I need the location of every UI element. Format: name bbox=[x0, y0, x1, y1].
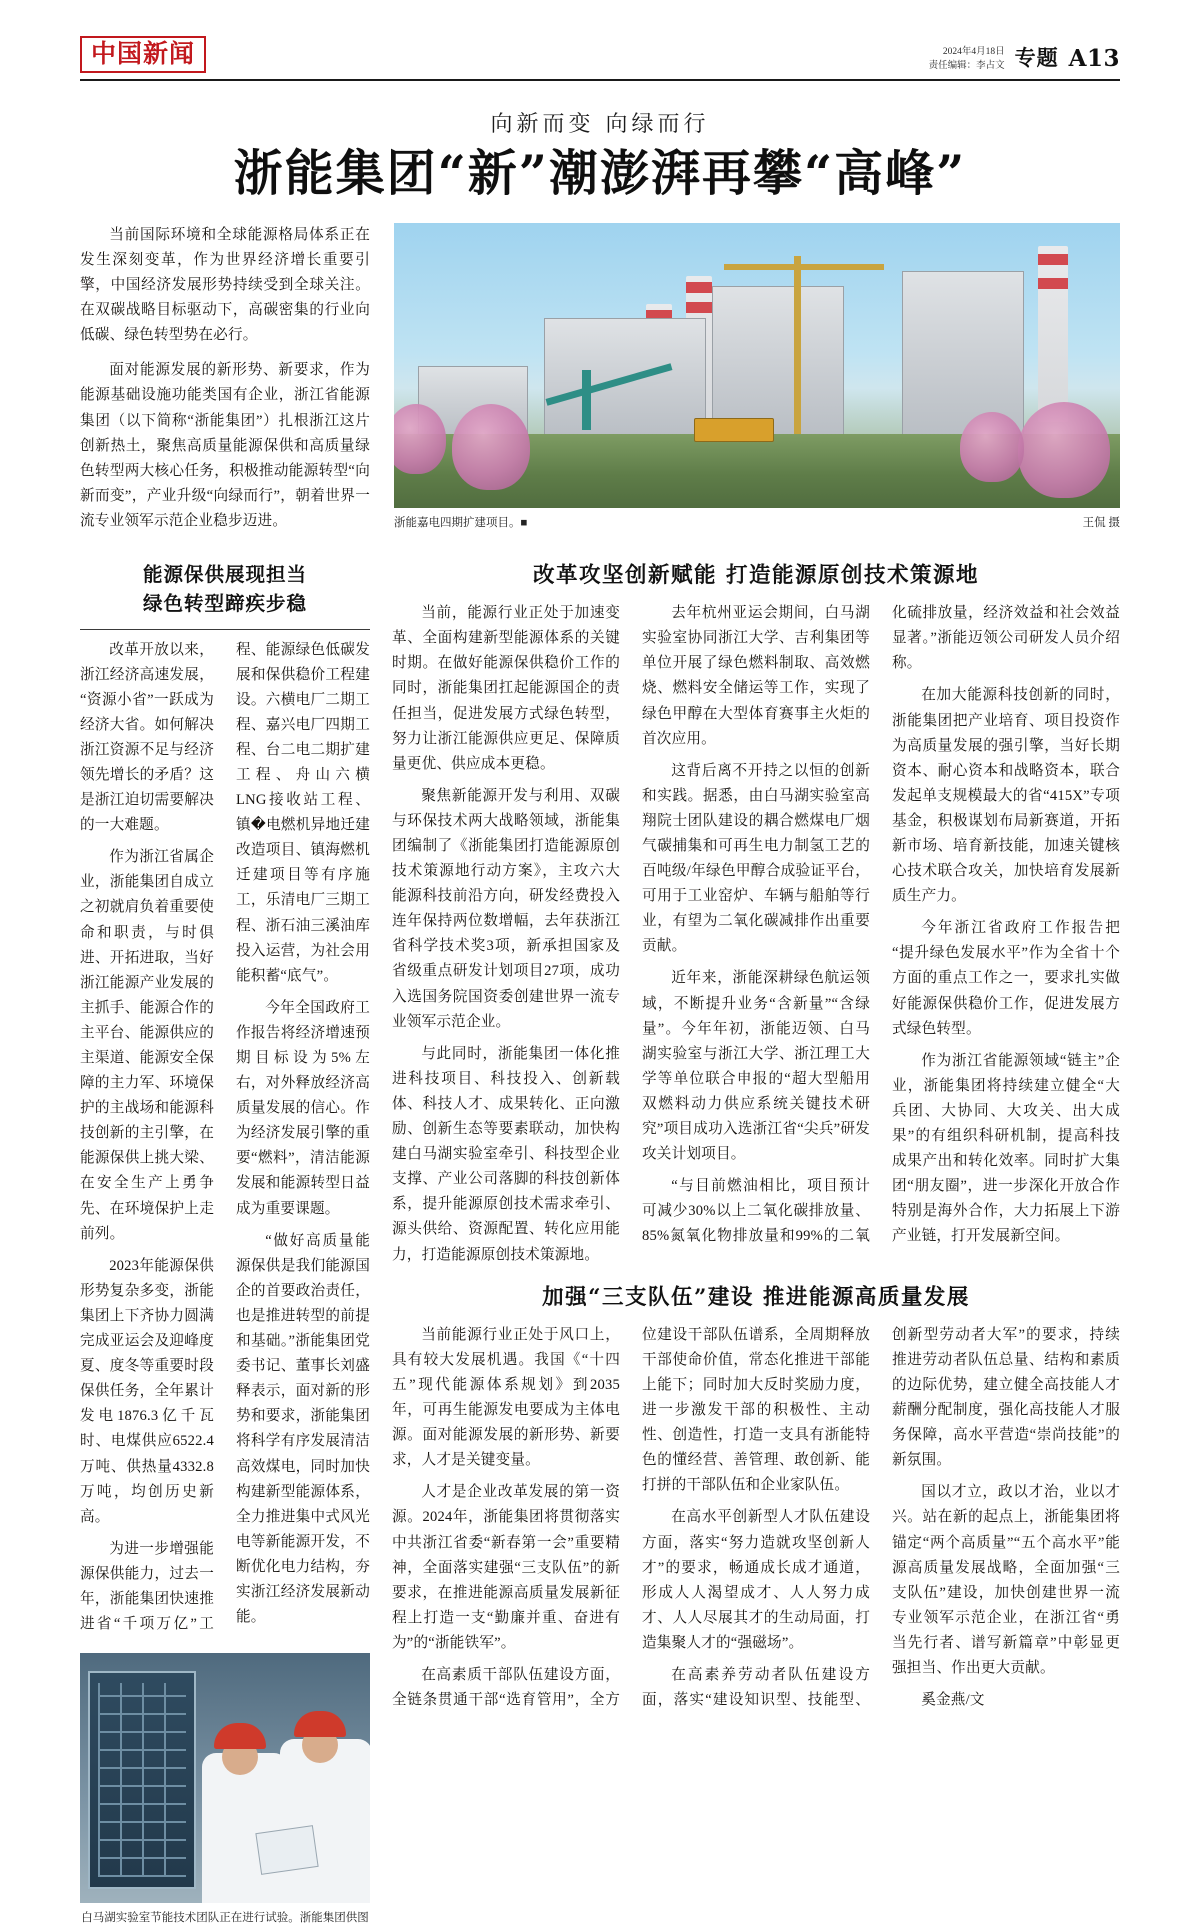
section3-p5: 在高素养劳动者队伍建设方面，落实“建设知识型、技能型、创新型劳动者大军”的要求，持续推进劳动者队伍总量、结构和素质的边际优势，建立健全高技能人才薪酬分配制度，强化高技能人才服务保障，高水平营造“崇尚技能”的新氛围。 bbox=[642, 1326, 1120, 1709]
page-title: 浙能集团“新”潮澎湃再攀“高峰” bbox=[233, 144, 967, 202]
headline-kicker: 向新而变 向绿而行 bbox=[490, 112, 710, 137]
technician-left bbox=[202, 1753, 288, 1903]
intro-paragraph-1: 当前国际环境和全球能源格局体系正在发生深刻变革，作为世界经济增长重要引擎，中国经济发展形势持续受到全球关注。在双碳战略目标驱动下，高碳密集的行业向低碳、绿色转型势在必行。 bbox=[80, 226, 370, 344]
section1-p1: 改革开放以来，浙江经济高速发展，“资源小省”一跃成为经济大省。如何解决浙江资源不足与经济领先增长的矛盾？这是浙江迫切需要解决的一大难题。 bbox=[80, 641, 214, 834]
mid-region bbox=[80, 560, 1120, 1925]
clipboard bbox=[255, 1825, 318, 1875]
section1-title-line1: 能源保供展现担当 bbox=[142, 563, 307, 586]
top-photo-caption-row bbox=[394, 514, 1120, 530]
newspaper-page bbox=[80, 36, 1120, 1925]
section-name: 专题 bbox=[1014, 45, 1059, 70]
section1-p3: 2023年能源保供形势复杂多变，浙能集团上下齐协力圆满完成亚运会及迎峰度夏、度冬等重要时段保供任务，全年累计发电1876.3亿千瓦时、电煤供应6522.4万吨、供热量4332.8万吨，均创历史新高。 bbox=[80, 1257, 214, 1525]
section2-p2: 聚焦新能源开发与利用、双碳与环保技术两大战略领域，浙能集团编制了《浙能集团打造能源原创技术策源地行动方案》，主攻六大能源科技前沿方向，研发经费投入连年保持两位数增幅，去年获浙江省科学技术奖3项，新承担国家及省级重点研发计划项目27项，成功入选国务院国资委创建世界一流专业领军示范企业。 bbox=[392, 787, 620, 1030]
section2-p4: 去年杭州亚运会期间，白马湖实验室协同浙江大学、吉利集团等单位开展了绿色燃料制取、高效燃烧、燃料安全储运等工作，实现了绿色甲醇在大型体育赛事主火炬的首次应用。 bbox=[642, 605, 870, 747]
publication-logo: 中国新闻 bbox=[80, 36, 206, 73]
section2-p1: 当前，能源行业正处于加速变革、全面构建新型能源体系的关键时期。在做好能源保供稳价工作的同时，浙能集团扛起能源国企的责任担当，促进发展方式绿色转型，努力让浙江能源供应更足、保障质量更优、供应成本更稳。 bbox=[392, 605, 620, 772]
section2-p3: 与此同时，浙能集团一体化推进科技项目、科技投入、创新载体、科技人才、成果转化、正向激励、创新生态等要素联动，加快构建白马湖实验室牵引、科技型企业支撑、产业公司落脚的科技创新体系，提升能源原创技术需求牵引、源头供给、资源配置、转化应用能力，打造能源原创技术策源地。 bbox=[392, 1045, 620, 1263]
publication-date: 2024年4月18日 bbox=[942, 46, 1005, 57]
red-helmet-left bbox=[214, 1723, 266, 1749]
section2-p9: 今年浙江省政府工作报告把“提升绿色发展水平”作为全省十个方面的重点工作之一，要求扎实做好能源保供稳价工作，促进发展方式绿色转型。 bbox=[892, 920, 1120, 1037]
power-plant-photo bbox=[394, 223, 1120, 508]
lab-team-photo-caption: 白马湖实验室节能技术团队正在进行试验。浙能集团供图 bbox=[81, 1912, 369, 1925]
section2-column bbox=[392, 560, 1120, 1925]
section2-p5: 这背后离不开持之以恒的创新和实践。据悉，由白马湖实验室高翔院士团队建设的耦合燃煤电厂烟气碳捕集和可再生电力制氢工艺的百吨级/年绿色甲醇合成验证平台，可用于工业窑炉、车辆与船舶等行业，有望为二氧化碳减排作出重要贡献。 bbox=[642, 762, 870, 955]
masthead bbox=[80, 36, 1120, 81]
section2-p6: 近年来，浙能深耕绿色航运领域，不断提升业务“含新量”“含绿量”。今年年初，浙能迈领、白马湖实验室与浙江大学、浙江理工大学等单位联合申报的“超大型船用双燃料动力供应系统关键技术研究”项目成功入选浙江省“尖兵”研发攻关计划项目。 bbox=[642, 970, 870, 1163]
divider bbox=[80, 629, 370, 630]
section2-p7: “与目前燃油相比，项目预计可减少30%以上二氧化碳排放量、85%氮氧化物排放量和99%的二氧化硫排放量，经济效益和社会效益显著。”浙能迈领公司研发人员介绍称。 bbox=[642, 605, 1120, 1245]
section1-body bbox=[80, 638, 370, 1638]
section2-p10: 作为浙江省能源领域“链主”企业，浙能集团将持续建立健全“大兵团、大协同、大攻关、出大成果”的有组织科研机制，提高科技成果产出和转化效率。同时扩大集团“朋友圈”，进一步深化开放合作特别是海外合作，大力拓展上下游产业链，打开发展新空间。 bbox=[892, 1052, 1120, 1245]
section1-title bbox=[80, 560, 370, 619]
technician-right bbox=[280, 1739, 370, 1903]
top-photo-column bbox=[394, 223, 1120, 544]
section3-p6: 国以才立，政以才治，业以才兴。站在新的起点上，浙能集团将锚定“两个高质量”“五个高水平”能源高质量发展战略，全面加强“三支队伍”建设，加快创建世界一流专业领军示范企业，在浙江省“勇当先行者、谱写新篇章”中彰显更强担当、作出更大贡献。 bbox=[892, 1484, 1120, 1676]
article-byline: 奚金燕/文 bbox=[921, 1692, 985, 1709]
top-block bbox=[80, 223, 1120, 544]
top-photo-credit: 王侃 摄 bbox=[1082, 516, 1120, 529]
section3-body bbox=[392, 1323, 1120, 1716]
section1-title-line2: 绿色转型蹄疾步稳 bbox=[142, 592, 307, 616]
top-photo-caption: 浙能嘉电四期扩建项目。■ bbox=[394, 516, 528, 529]
section3-p4: 在高水平创新型人才队伍建设方面，落实“努力造就攻坚创新人才”的要求，畅通成长成才通道，形成人人渴望成才、人人努力成才、人人尽展其才的生动局面，打造集聚人才的“强磁场”。 bbox=[642, 1509, 870, 1651]
red-helmet-right bbox=[294, 1711, 346, 1737]
page-number: A13 bbox=[1068, 45, 1120, 72]
section1-p5: 今年全国政府工作报告将经济增速预期目标设为5%左右，对外释放经济高质量发展的信心。作为经济发展引擎的重要“燃料”，清洁能源发展和能源转型日益成为重要课题。 bbox=[236, 999, 370, 1217]
section2-title: 改革攻坚创新赋能 打造能源原创技术策源地 bbox=[533, 563, 979, 588]
lab-team-photo bbox=[80, 1653, 370, 1903]
section1-p4: 为进一步增强能源保供能力，过去一年，浙能集团快速推进省“千项万亿”工程、能源绿色低碳发展和保供稳价工程建设。六横电厂二期工程、嘉兴电厂四期工程、台二电二期扩建工程、舟山六横LNG接收站工程、镇�电燃机异地迁建改造项目、镇海燃机迁建项目等有序施工，乐清电厂三期工程、浙石油三溪油库投入运营，为社会用能积蓄“底气”。 bbox=[80, 641, 370, 1633]
section3-p2: 人才是企业改革发展的第一资源。2024年，浙能集团将贯彻落实中共浙江省委“新春第一会”重要精神，全面落实建强“三支队伍”的新要求，在推进能源高质量发展新征程上打造一支“勤廉并重、奋进有为”的“浙能铁军”。 bbox=[392, 1484, 620, 1651]
intro-paragraph-2: 面对能源发展的新形势、新要求，作为能源基础设施功能类国有企业，浙江省能源集团（以下简称“浙能集团”）扎根浙江这片创新热土，聚焦高质量能源保供和高质量绿色转型两大核心任务，积极推动能源转型“向新而变”，产业升级“向绿而行”，朝着世界一流专业领军示范企业稳步迈进。 bbox=[80, 362, 370, 529]
masthead-right bbox=[929, 42, 1120, 73]
editor-credit: 责任编辑：李占文 bbox=[928, 60, 1005, 71]
control-cabinet bbox=[88, 1671, 196, 1889]
section2-p8: 在加大能源科技创新的同时，浙能集团把产业培育、项目投资作为高质量发展的强引擎，当好长期资本、耐心资本和战略资本，联合发起单支规模最大的省“415X”专项基金，积极谋划布局新赛道，开拓新市场、培育新技能，加速关键核心技术联合攻关，加快培育发展新质生产力。 bbox=[892, 687, 1120, 905]
section3-p1: 当前能源行业正处于风口上，具有较大发展机遇。我国《“十四五”现代能源体系规划》到2035年，可再生能源发电要成为主体电源。面对能源发展的新形势、新要求，人才是关键变量。 bbox=[392, 1326, 620, 1469]
masthead-meta bbox=[929, 45, 1005, 74]
section3-title: 加强“三支队伍”建设 推进能源高质量发展 bbox=[542, 1284, 970, 1310]
section2-body bbox=[392, 601, 1120, 1267]
intro-column bbox=[80, 223, 370, 544]
section1-p2: 作为浙江省属企业，浙能集团自成立之初就肩负着重要使命和职责，与时俱进、开拓进取，当好浙江能源产业发展的主抓手、能源合作的主平台、能源供应的主渠道、能源安全保障的主力军、环境保护的主战场和能源科技创新的主引擎，在能源保供上挑大梁、在安全生产上勇争先、在环境保护上走前列。 bbox=[80, 849, 214, 1242]
section1-column bbox=[80, 560, 370, 1925]
section3-p3: 在高素质干部队伍建设方面，全链条贯通干部“选育管用”，全方位建设干部队伍谱系，全周期释放干部使命价值，常态化推进干部能上能下；同时加大反时奖励力度，进一步激发干部的积极性、主动性、创造性，打造一支具有浙能特色的懂经营、善管理、敢创新、能打拼的干部队伍和企业家队伍。 bbox=[392, 1326, 870, 1709]
section1-p6: “做好高质量能源保供是我们能源国企的首要政治责任，也是推进转型的前提和基础。”浙能集团党委书记、董事长刘盛释表示，面对新的形势和要求，浙能集团将科学有序发展清洁高效煤电，同时加快构建新型能源体系，全力推进集中式风光电等新能源开发，不断优化电力结构，夯实浙江经济发展新动能。 bbox=[236, 1232, 370, 1626]
section3 bbox=[392, 1282, 1120, 1716]
